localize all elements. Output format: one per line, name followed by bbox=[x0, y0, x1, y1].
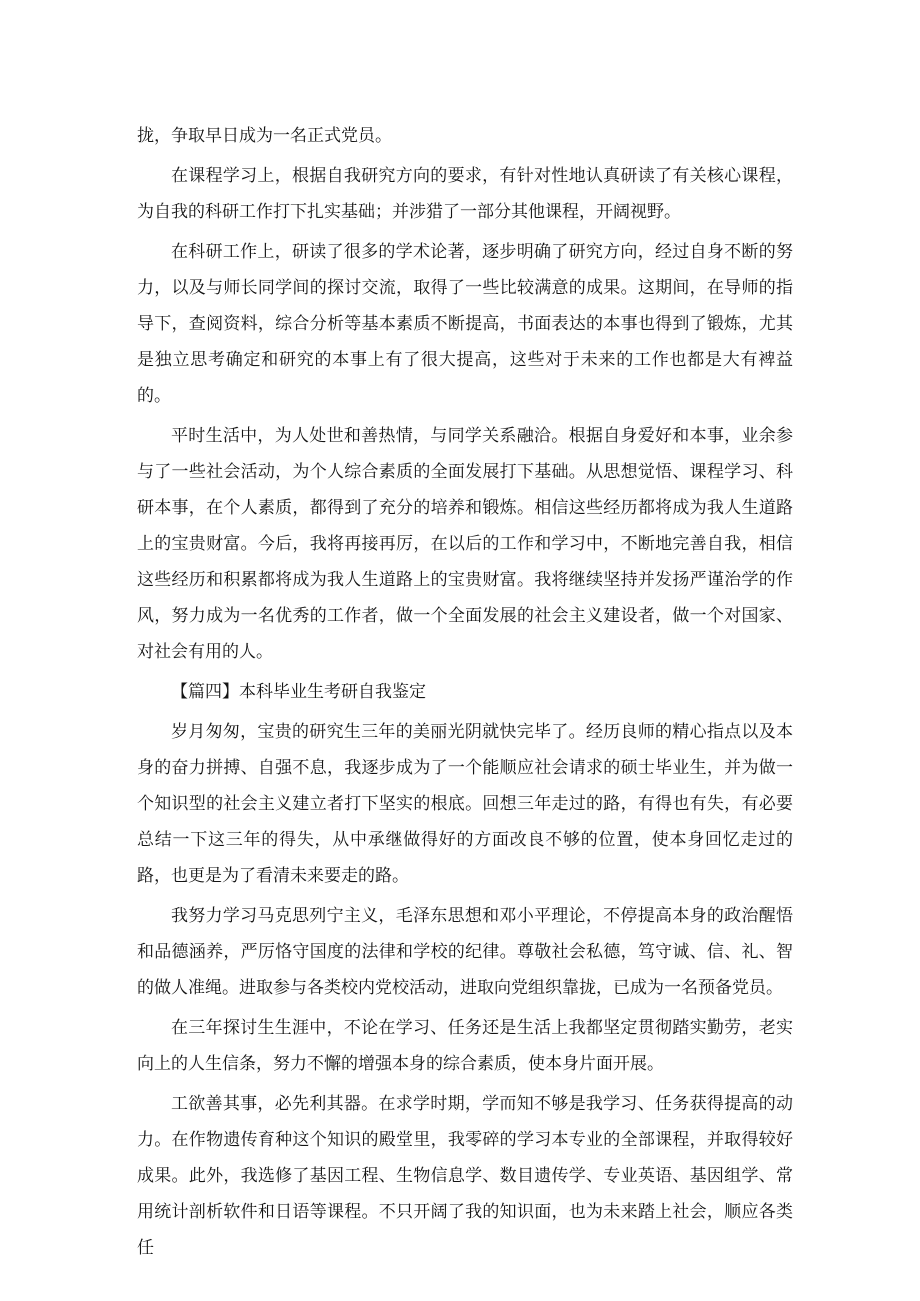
paragraph-intro: 岁月匆匆，宝贵的研究生三年的美丽光阴就快完毕了。经历良师的精心指点以及本身的奋力拼搏、自强不息，我逐步成为了一个能顺应社会请求的硕士毕业生，并为做一个知识型的社会主义建立者打下坚实的根底。回想三年走过的路，有得也有失，有必要总结一下这三年的得失，从中承继做得好的方面改良不够的位置，使本身回忆走过的路，也更是为了看清未来要走的路。 bbox=[137, 722, 793, 886]
paragraph-political-study: 我努力学习马克思列宁主义，毛泽东思想和邓小平理论，不停提高本身的政治醒悟和品德涵养，严厉恪守国度的法律和学校的纪律。尊敬社会私德，笃守诚、信、礼、智的做人准绳。进取参与各类校内党校活动，进取向党组织靠拢，已成为一名预备党员。 bbox=[137, 906, 793, 998]
paragraph-course-study: 在课程学习上，根据自我研究方向的要求，有针对性地认真研读了有关核心课程，为自我的科研工作打下扎实基础；并涉猎了一部分其他课程，开阔视野。 bbox=[137, 166, 793, 222]
paragraph-continuation: 拢，争取早日成为一名正式党员。 bbox=[137, 126, 392, 146]
paragraph-daily-life: 平时生活中，为人处世和善热情，与同学关系融洽。根据自身爱好和本事，业余参与了一些社会活动，为个人综合素质的全面发展打下基础。从思想觉悟、课程学习、科研本事，在个人素质，都得到了充分的培养和锻炼。相信这些经历都将成为我人生道路上的宝贵财富。今后，我将再接再厉，在以后的工作和学习中，不断地完善自我，相信这些经历和积累都将成为我人生道路上的宝贵财富。我将继续坚持并发扬严谨治学的作风，努力成为一名优秀的工作者，做一个全面发展的社会主义建设者，做一个对国家、对社会有用的人。 bbox=[137, 426, 793, 662]
paragraph-life-attitude: 在三年探讨生生涯中，不论在学习、任务还是生活上我都坚定贯彻踏实勤劳，老实向上的人生信条，努力不懈的增强本身的综合素质，使本身片面开展。 bbox=[137, 1018, 793, 1074]
paragraph-coursework: 工欲善其事，必先利其器。在求学时期，学而知不够是我学习、任务获得提高的动力。在作物遗传育种这个知识的殿堂里，我零碎的学习本专业的全部课程，并取得较好成果。此外，我选修了基因工程、生物信息学、数目遗传学、专业英语、基因组学、常用统计剖析软件和日语等课程。不只开阔了我的知识面，也为未来踏上社会，顺应各类任 bbox=[137, 1094, 793, 1258]
section-heading: 【篇四】本科毕业生考研自我鉴定 bbox=[171, 682, 426, 702]
document-page bbox=[137, 118, 793, 1270]
paragraph-research-work: 在科研工作上，研读了很多的学术论著，逐步明确了研究方向，经过自身不断的努力，以及与师长同学间的探讨交流，取得了一些比较满意的成果。这期间，在导师的指导下，查阅资料，综合分析等基本素质不断提高，书面表达的本事也得到了锻炼，尤其是独立思考确定和研究的本事上有了很大提高，这些对于未来的工作也都是大有裨益的。 bbox=[137, 242, 793, 406]
